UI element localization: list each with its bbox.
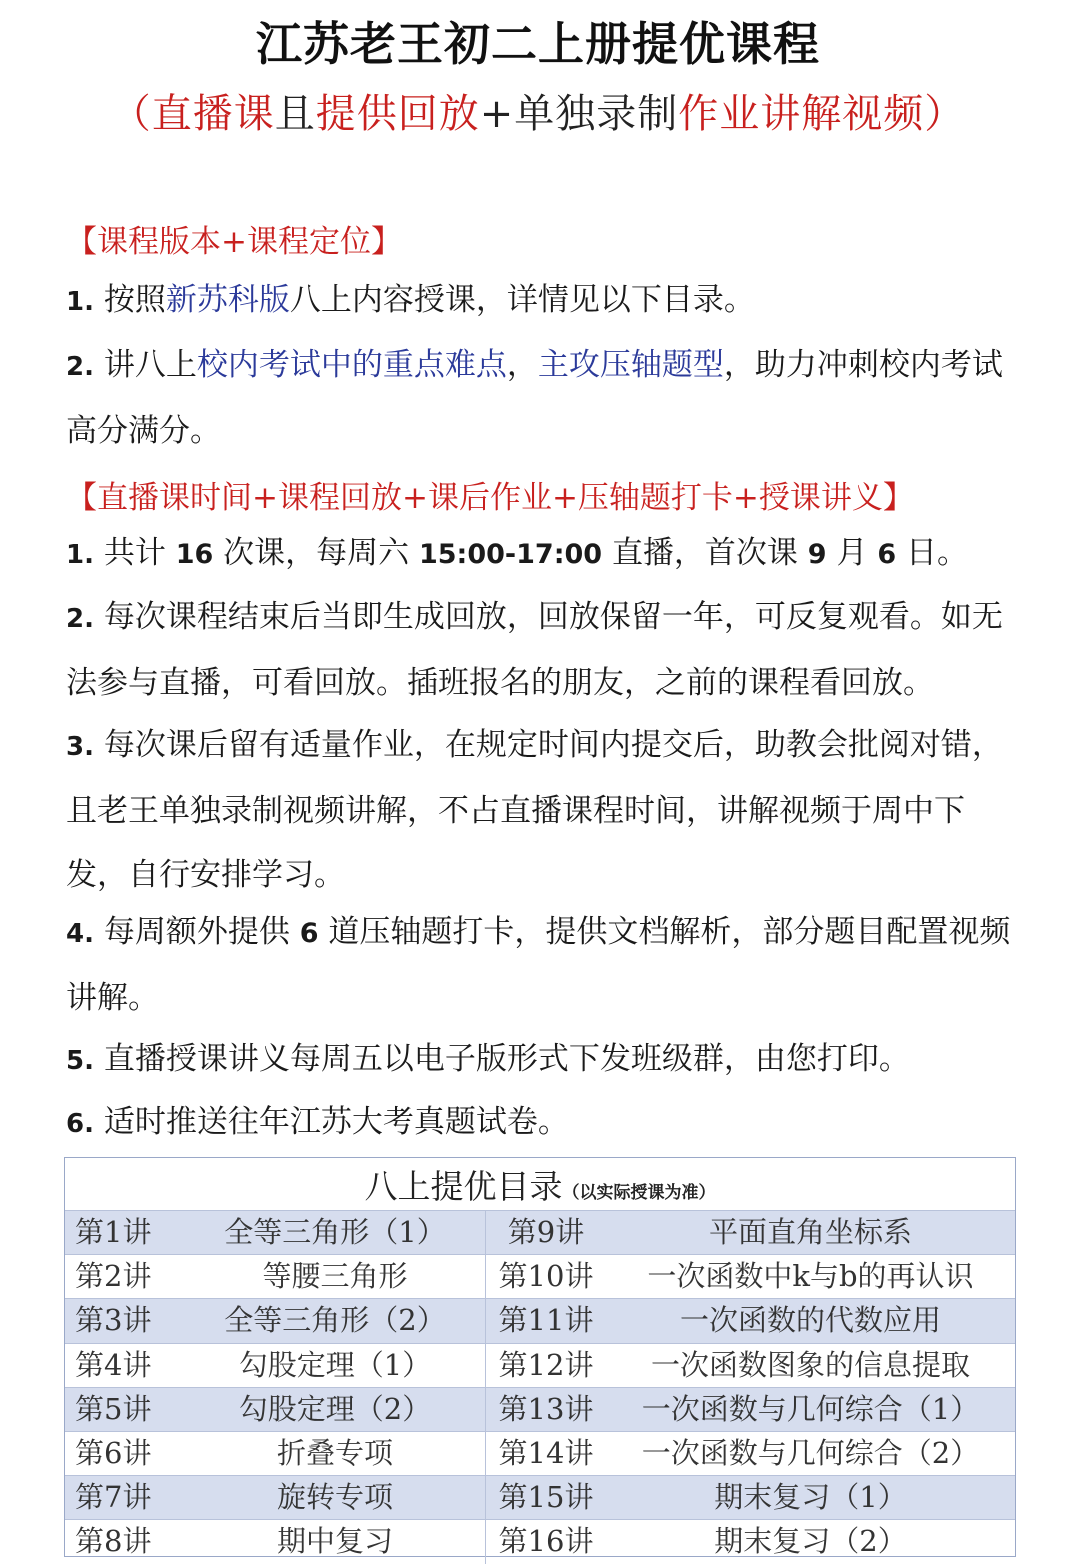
subtitle-close: ） (924, 91, 966, 137)
subtitle-live: 直播课 (151, 91, 275, 137)
lesson-topic: 期中复习 (276, 1524, 393, 1559)
subtitle-homework: 作业讲解视频 (678, 91, 925, 137)
item-text: 每次课程结束后当即生成回放，回放保留一年，可反复观看。如无法参与直播，可看回放。插班报名的朋友，之前的课程看回放。 (66, 599, 1003, 701)
item-highlight: 校内考试中的重点难点 (196, 347, 507, 383)
table-row (65, 1431, 1015, 1475)
item-text: 次课，每周六 (223, 535, 410, 571)
item-text: 讲八上 (103, 347, 197, 383)
lesson-topic: 平面直角坐标系 (708, 1215, 912, 1249)
lesson-label: 第6讲 (75, 1435, 152, 1470)
item-text: ， (506, 347, 538, 383)
lesson-label: 第12讲 (485, 1344, 606, 1387)
lesson-topic: 折叠专项 (276, 1435, 393, 1470)
item-text: 每次课后留有适量作业，在规定时间内提交后，助教会批阅对错，且老王单独录制视频讲解，不占直播课程时间，讲解视频于周中下发，自行安排学习。 (66, 727, 1003, 893)
lesson-label: 第5讲 (75, 1391, 152, 1426)
item-text: 八上内容授课，详情见以下目录。 (289, 282, 755, 318)
lesson-topic: 全等三角形（1） (224, 1215, 446, 1249)
lesson-topic: 期末复习（1） (714, 1480, 907, 1515)
item-highlight: 新苏科版 (165, 282, 290, 318)
table-row (65, 1210, 1015, 1254)
lesson-label: 第9讲 (485, 1211, 606, 1254)
section2-item5 (66, 1027, 1016, 1093)
lesson-label: 第3讲 (75, 1303, 152, 1338)
section2-item3 (66, 713, 1016, 907)
item-number: 1. (66, 287, 94, 317)
lesson-label: 第1讲 (75, 1215, 152, 1249)
table-title-text: 八上提优目录 (364, 1167, 563, 1206)
item-text: 日。 (905, 535, 968, 571)
lesson-topic: 一次函数的代数应用 (679, 1303, 941, 1338)
lesson-topic: 一次函数与几何综合（1） (641, 1391, 980, 1426)
section2-item2 (66, 585, 1016, 715)
table-row (65, 1387, 1015, 1431)
section1-item1 (66, 268, 1016, 334)
lesson-label: 第7讲 (75, 1480, 152, 1515)
subtitle-open: （ (110, 91, 152, 137)
item-text: 直播授课讲义每周五以电子版形式下发班级群，由您打印。 (103, 1041, 910, 1077)
table-row (65, 1519, 1015, 1563)
table-row (65, 1343, 1015, 1387)
section2-item6 (66, 1090, 1016, 1156)
item-number: 2. (66, 352, 94, 382)
start-day: 6 (877, 539, 897, 570)
item-text: 道压轴题打卡，提供文档解析，部分题目配置视频讲解。 (66, 914, 1011, 1016)
lesson-topic: 一次函数中k与b的再认识 (647, 1259, 974, 1294)
item-text: 每周额外提供 (103, 914, 290, 950)
lesson-topic: 勾股定理（1） (238, 1347, 432, 1382)
item-text: ，助力冲刺校内考试高分满分。 (66, 347, 1003, 449)
item-text: 共计 (103, 535, 166, 571)
problem-count: 6 (299, 918, 319, 949)
lesson-topic: 旋转专项 (276, 1480, 393, 1515)
item-number: 4. (66, 919, 94, 949)
lesson-count: 16 (175, 539, 214, 570)
lesson-topic: 一次函数与几何综合（2） (641, 1435, 980, 1470)
section1-item2 (66, 333, 1016, 463)
lesson-topic: 全等三角形（2） (224, 1303, 446, 1338)
lesson-label: 第13讲 (485, 1388, 606, 1431)
table-row (65, 1475, 1015, 1519)
lesson-label: 第8讲 (75, 1524, 152, 1559)
page-title: 江苏老王初二上册提优课程 (256, 17, 820, 71)
section2-item4 (66, 900, 1016, 1030)
lesson-label: 第14讲 (485, 1432, 606, 1475)
table-title (65, 1158, 1015, 1210)
item-text: 月 (836, 535, 868, 571)
item-text: 直播，首次课 (611, 535, 798, 571)
subtitle-record: +单独录制 (479, 91, 679, 137)
lesson-label: 第10讲 (485, 1255, 606, 1298)
syllabus-table (64, 1157, 1016, 1557)
lesson-label: 第11讲 (485, 1299, 606, 1342)
lesson-topic: 等腰三角形 (262, 1259, 408, 1294)
subtitle-replay: 提供回放 (315, 91, 480, 137)
table-body (65, 1210, 1015, 1564)
lesson-label: 第15讲 (485, 1476, 606, 1519)
section2-heading: 【直播课时间+课程回放+课后作业+压轴题打卡+授课讲义】 (66, 480, 914, 516)
lesson-topic: 勾股定理（2） (238, 1391, 432, 1426)
table-note: （以实际授课为准） (562, 1183, 716, 1203)
lesson-label: 第16讲 (485, 1520, 606, 1563)
lesson-label: 第4讲 (75, 1347, 152, 1382)
start-month: 9 (807, 539, 827, 570)
item-text: 适时推送往年江苏大考真题试卷。 (103, 1104, 569, 1140)
lesson-topic: 期末复习（2） (714, 1524, 907, 1559)
item-number: 5. (66, 1046, 94, 1076)
lesson-topic: 一次函数图象的信息提取 (650, 1347, 970, 1382)
lesson-time: 15:00-17:00 (418, 539, 603, 570)
section2-item1 (66, 521, 1016, 587)
item-number: 3. (66, 732, 94, 762)
item-number: 1. (66, 540, 94, 570)
subtitle-and: 且 (274, 91, 316, 137)
table-row (65, 1298, 1015, 1342)
item-text: 按照 (103, 282, 166, 318)
lesson-label: 第2讲 (75, 1259, 152, 1294)
item-highlight: 主攻压轴题型 (537, 347, 724, 383)
table-row (65, 1254, 1015, 1298)
item-number: 2. (66, 604, 94, 634)
section1-heading: 【课程版本+课程定位】 (66, 224, 402, 260)
item-number: 6. (66, 1109, 94, 1139)
subtitle (0, 82, 1076, 139)
